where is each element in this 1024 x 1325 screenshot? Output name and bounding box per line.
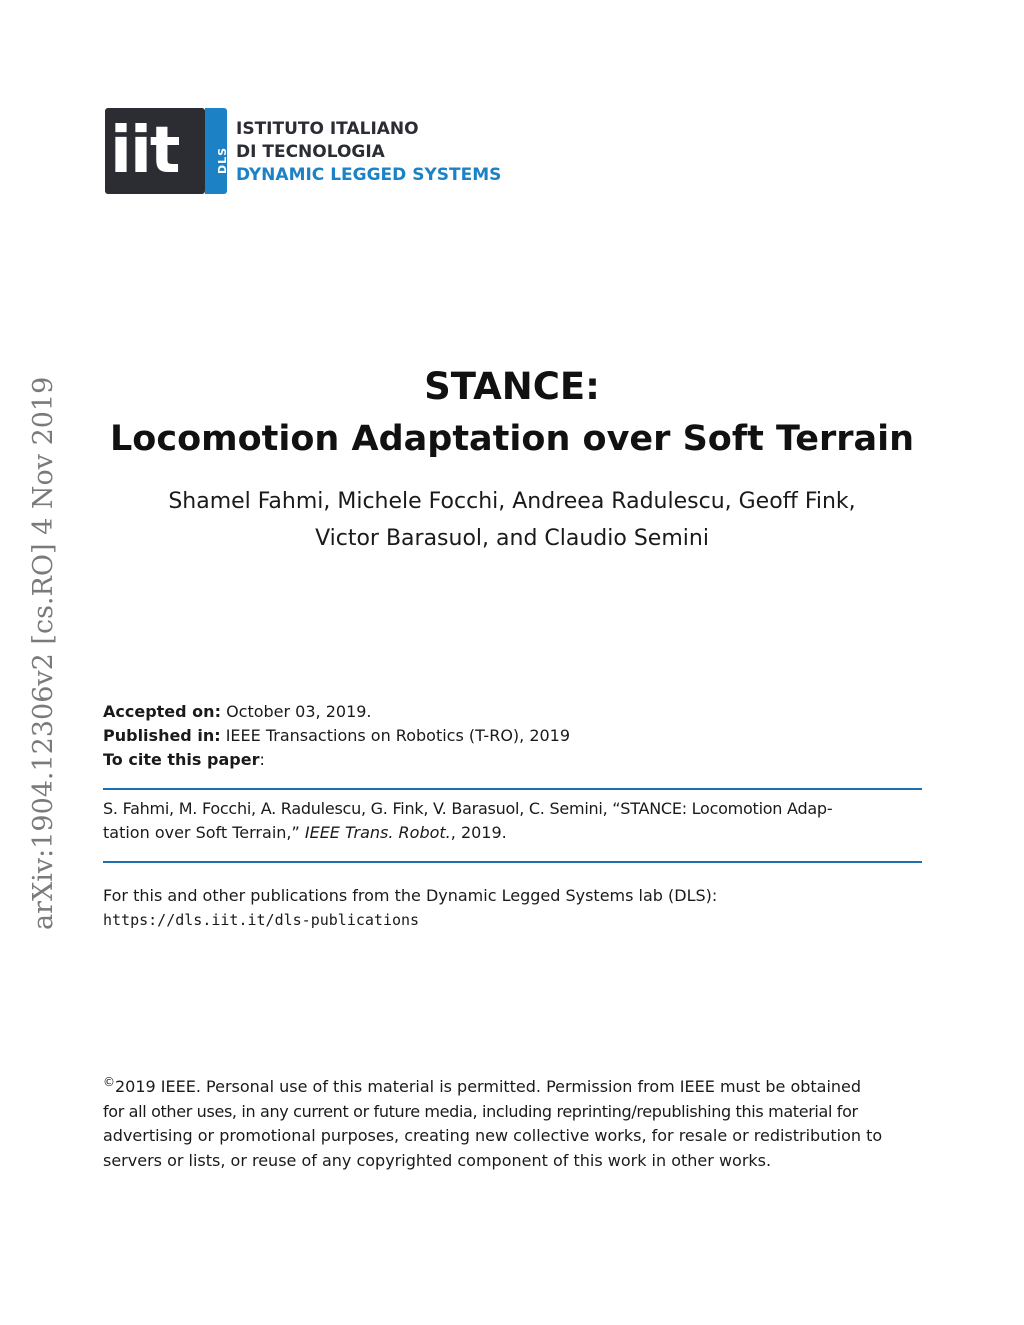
copyright-line-1 [103, 1070, 923, 1100]
authors-line-1: Shamel Fahmi, Michele Focchi, Andreea Radulescu, Geoff Fink, [168, 489, 856, 514]
logo-dark-block [105, 108, 205, 194]
accepted-label: Accepted on: [103, 702, 221, 721]
paper-title-line-1: STANCE: [424, 365, 600, 408]
citation-block [103, 797, 923, 845]
logo-institute-line-1: ISTITUTO ITALIANO [236, 119, 419, 139]
logo-band-label: DLS [216, 146, 229, 174]
arxiv-identifier-stamp: arXiv:1904.12306v2 [cs.RO] 4 Nov 2019 [28, 376, 59, 930]
logo-lab-name: DYNAMIC LEGGED SYSTEMS [236, 165, 502, 185]
copyright-symbol: © [103, 1075, 115, 1089]
copyright-notice [103, 1070, 923, 1173]
accepted-value: October 03, 2019. [226, 702, 372, 721]
copyright-line-2: for all other uses, in any current or future media, including reprinting/republishing this material for [103, 1101, 858, 1121]
citation-line-2 [103, 821, 923, 845]
citation-line-1: S. Fahmi, M. Focchi, A. Radulescu, G. Fink, V. Barasuol, C. Semini, “STANCE: Locomotion Adap- [103, 799, 833, 818]
published-in [103, 724, 923, 748]
accepted-on [103, 700, 923, 724]
citation-journal: IEEE Trans. Robot. [304, 823, 451, 842]
citation-line-2-start: tation over Soft Terrain,” [103, 823, 305, 842]
paper-title-line-2: Locomotion Adaptation over Soft Terrain [109, 419, 915, 459]
copyright-line-4: servers or lists, or reuse of any copyrighted component of this work in other works. [103, 1150, 772, 1170]
cite-label: To cite this paper [103, 750, 260, 769]
copyright-line-1-text: 2019 IEEE. Personal use of this material is permitted. Permission from IEEE must be obtained [115, 1077, 862, 1096]
publications-link[interactable]: https://dls.iit.it/dls-publications [103, 911, 420, 929]
cite-colon: : [259, 750, 265, 769]
copyright-line-3: advertising or promotional purposes, creating new collective works, for resale or redistribution to [103, 1126, 883, 1145]
published-value: IEEE Transactions on Robotics (T-RO), 2019 [225, 726, 571, 745]
published-label: Published in: [103, 726, 221, 745]
authors-line-2: Victor Barasuol, and Claudio Semini [315, 526, 709, 551]
citation-bottom-rule [103, 861, 922, 863]
more-publications [103, 884, 923, 932]
iit-dls-logo [105, 108, 525, 196]
more-publications-text: For this and other publications from the Dynamic Legged Systems lab (DLS): [103, 886, 718, 905]
citation-top-rule [103, 788, 922, 790]
cite-this-paper [103, 748, 923, 772]
logo-institute-line-2: DI TECNOLOGIA [236, 142, 385, 162]
citation-line-2-end: , 2019. [450, 823, 507, 842]
logo-mark-text: iit [110, 114, 179, 188]
